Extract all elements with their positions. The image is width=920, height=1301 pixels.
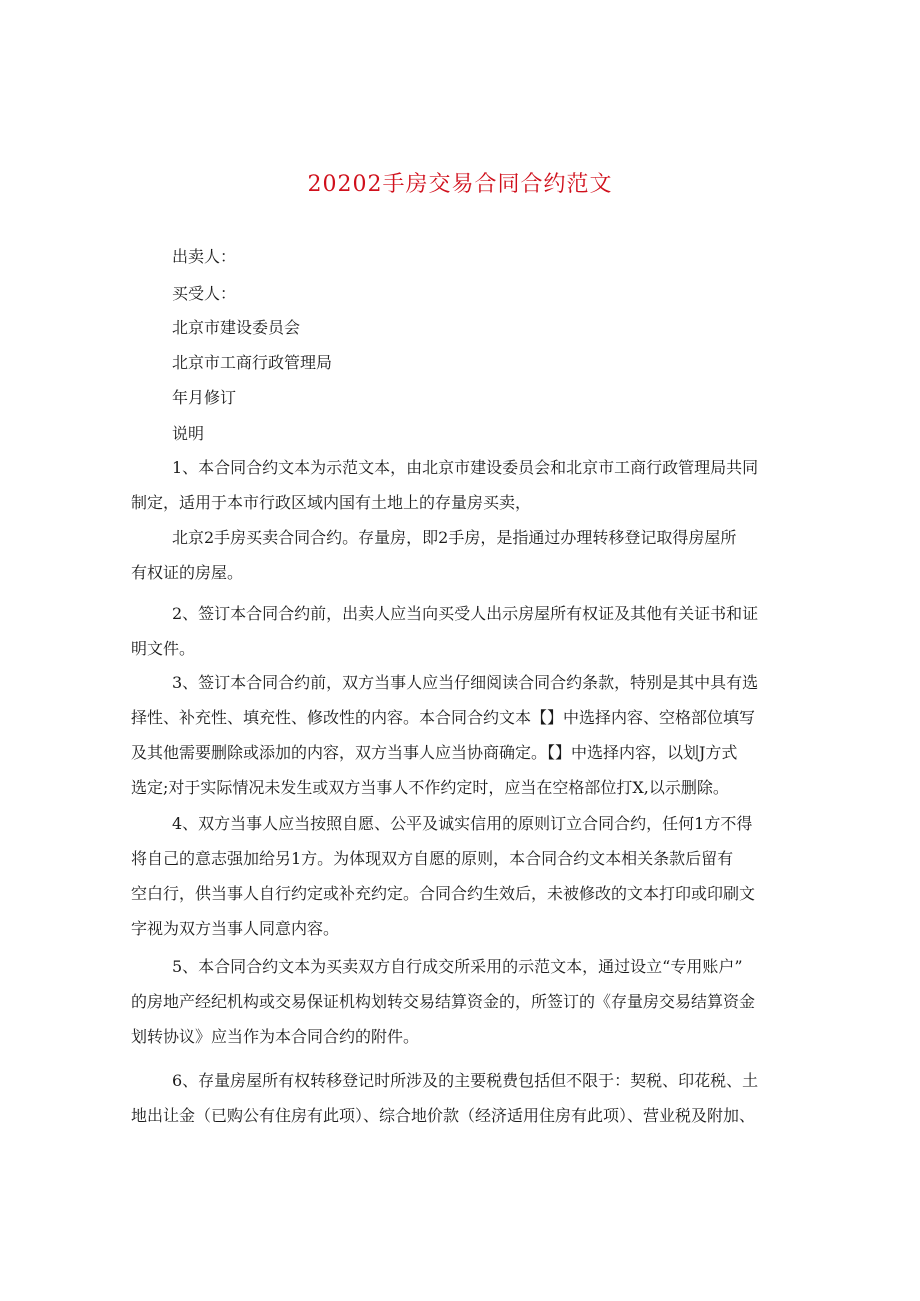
paragraph-4 — [131, 665, 803, 805]
text-line: 5、本合同合约文本为买卖双方自行成交所采用的示范文本，通过设立“专用账户” — [172, 957, 743, 976]
section-heading-notes: 说明 — [172, 424, 205, 443]
text-line: 北京2手房买卖合同合约。存量房，即2手房，是指通过办理转移登记取得房屋所 — [172, 528, 737, 547]
text-line: 地出让金（已购公有住房有此项）、综合地价款（经济适用住房有此项）、营业税及附加、 — [131, 1106, 756, 1125]
text-line: 空白行，供当事人自行约定或补充约定。合同合约生效后，未被修改的文本打印或印刷文 — [131, 884, 756, 903]
text-line: 6、存量房屋所有权转移登记时所涉及的主要税费包括但不限于：契税、印花税、土 — [172, 1071, 759, 1090]
text-line: 制定，适用于本市行政区域内国有土地上的存量房买卖， — [131, 493, 532, 512]
text-line: 择性、补充性、填充性、修改性的内容。本合同合约文本【】中选择内容、空格部位填写 — [131, 708, 756, 727]
text-line: 2、签订本合同合约前，出卖人应当向买受人出示房屋所有权证及其他有关证书和证 — [172, 604, 759, 623]
text-line: 字视为双方当事人同意内容。 — [131, 919, 340, 938]
text-line: 1、本合同合约文本为示范文本，由北京市建设委员会和北京市工商行政管理局共同 — [172, 458, 759, 477]
paragraph-6 — [131, 949, 803, 1054]
paragraph-1 — [131, 450, 803, 520]
text-line: 的房地产经纪机构或交易保证机构划转交易结算资金的，所签订的《存量房交易结算资金 — [131, 992, 756, 1011]
text-line: 划转协议》应当作为本合同合约的附件。 — [131, 1027, 420, 1046]
revision-date: 年月修订 — [172, 388, 237, 407]
text-line: 3、签订本合同合约前，双方当事人应当仔细阅读合同合约条款，特别是其中具有选 — [172, 673, 759, 692]
text-line: 有权证的房屋。 — [131, 563, 244, 582]
seller-label: 出卖人： — [172, 247, 237, 266]
paragraph-2 — [131, 520, 803, 590]
issuer-construction-committee: 北京市建设委员会 — [172, 318, 301, 337]
text-line: 将自己的意志强加给另1方。为体现双方自愿的原则，本合同合约文本相关条款后留有 — [131, 849, 734, 868]
paragraph-7 — [131, 1063, 803, 1133]
text-line: 选定;对于实际情况未发生或双方当事人不作约定时，应当在空格部位打X,以示删除。 — [131, 778, 729, 797]
issuer-industry-commerce-bureau: 北京市工商行政管理局 — [172, 353, 333, 372]
text-line: 及其他需要删除或添加的内容，双方当事人应当协商确定。【】中选择内容，以划J方式 — [131, 743, 738, 762]
paragraph-3 — [131, 596, 803, 666]
document-title: 20202手房交易合同合约范文 — [307, 172, 613, 197]
paragraph-5 — [131, 806, 803, 946]
buyer-label: 买受人： — [172, 284, 237, 303]
text-line: 4、双方当事人应当按照自愿、公平及诚实信用的原则订立合同合约，任何1方不得 — [172, 814, 753, 833]
text-line: 明文件。 — [131, 639, 196, 658]
